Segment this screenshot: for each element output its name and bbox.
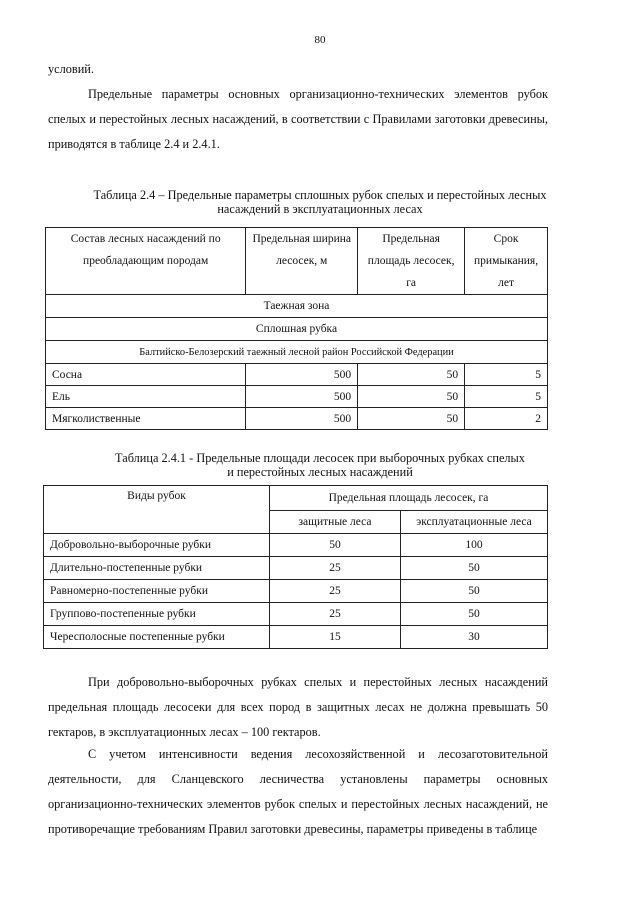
term-cell: 5 — [465, 386, 548, 408]
species-cell: Ель — [46, 386, 246, 408]
table-selective-cutting — [43, 485, 548, 649]
term-cell: 5 — [465, 364, 548, 386]
table1-caption — [40, 188, 600, 216]
page-number: 80 — [314, 34, 326, 46]
exploitation-cell: 100 — [401, 534, 548, 557]
table1-caption-line2: насаждений в эксплуатационных лесах — [217, 202, 423, 216]
zone-row: Таежная зона — [46, 295, 548, 318]
protective-cell: 50 — [270, 534, 401, 557]
area-cell: 50 — [358, 386, 465, 408]
table-row — [44, 557, 548, 580]
table2-caption-line1: Таблица 2.4.1 - Предельные площади лесосек при выборочных рубках спелых — [115, 451, 525, 465]
table-row — [44, 626, 548, 649]
paragraph-parameters: С учетом интенсивности ведения лесохозяйственной и лесозаготовительной деятельности, для Сланцевского лесничества установлены параметры основных организационно-технических элементов рубок спелых и перестойных лесных насаждений, не противоречащие требованиям Правил заготовки древесины, параметры приведены в таблице — [48, 747, 548, 836]
area-cell: 50 — [358, 408, 465, 430]
width-cell: 500 — [246, 386, 358, 408]
protective-cell: 15 — [270, 626, 401, 649]
table1-caption-line1: Таблица 2.4 – Предельные параметры сплошных рубок спелых и перестойных лесных — [93, 188, 547, 202]
type-cell: Длительно-постепенные рубки — [44, 557, 270, 580]
header-species: Состав лесных насаждений по преобладающим породам — [46, 228, 246, 295]
header-area-group: Предельная площадь лесосек, га — [270, 486, 548, 511]
exploitation-cell: 50 — [401, 557, 548, 580]
paragraph-selective-cutting: При добровольно-выборочных рубках спелых и перестойных лесных насаждений предельная площадь лесосеки для всех пород в защитных лесах не должна превышать 50 гектаров, в эксплуатационных лесах – 100 гектаров. — [48, 675, 548, 739]
intro-line: условий. — [48, 62, 94, 76]
exploitation-cell: 30 — [401, 626, 548, 649]
term-cell: 2 — [465, 408, 548, 430]
type-cell: Равномерно-постепенные рубки — [44, 580, 270, 603]
cutting-type-row: Сплошная рубка — [46, 318, 548, 341]
table-row — [46, 386, 548, 408]
header-exploitation: эксплуатационные леса — [401, 511, 548, 534]
header-width: Предельная ширина лесосек, м — [246, 228, 358, 295]
region-row: Балтийско-Белозерский таежный лесной район Российской Федерации — [46, 341, 548, 364]
table-row — [46, 364, 548, 386]
table-row — [44, 603, 548, 626]
species-cell: Сосна — [46, 364, 246, 386]
protective-cell: 25 — [270, 580, 401, 603]
type-cell: Группово-постепенные рубки — [44, 603, 270, 626]
table2-caption — [40, 451, 600, 479]
table-row — [44, 534, 548, 557]
protective-cell: 25 — [270, 557, 401, 580]
intro-paragraph: Предельные параметры основных организационно-технических элементов рубок спелых и перестойных лесных насаждений, в соответствии с Правилами заготовки древесины, приводятся в таблице 2.4 и 2.4.1. — [48, 87, 548, 151]
area-cell: 50 — [358, 364, 465, 386]
table-row — [46, 408, 548, 430]
protective-cell: 25 — [270, 603, 401, 626]
table-cutting-parameters — [45, 227, 548, 430]
width-cell: 500 — [246, 408, 358, 430]
header-term: Срок примыкания, лет — [465, 228, 548, 295]
table-row — [44, 580, 548, 603]
exploitation-cell: 50 — [401, 603, 548, 626]
exploitation-cell: 50 — [401, 580, 548, 603]
header-protective: защитные леса — [270, 511, 401, 534]
type-cell: Добровольно-выборочные рубки — [44, 534, 270, 557]
species-cell: Мягколиственные — [46, 408, 246, 430]
width-cell: 500 — [246, 364, 358, 386]
type-cell: Чересполосные постепенные рубки — [44, 626, 270, 649]
intro-text — [48, 57, 548, 157]
table2-caption-line2: и перестойных лесных насаждений — [227, 465, 413, 479]
header-area: Предельная площадь лесосек, га — [358, 228, 465, 295]
header-cutting-type: Виды рубок — [44, 486, 270, 534]
